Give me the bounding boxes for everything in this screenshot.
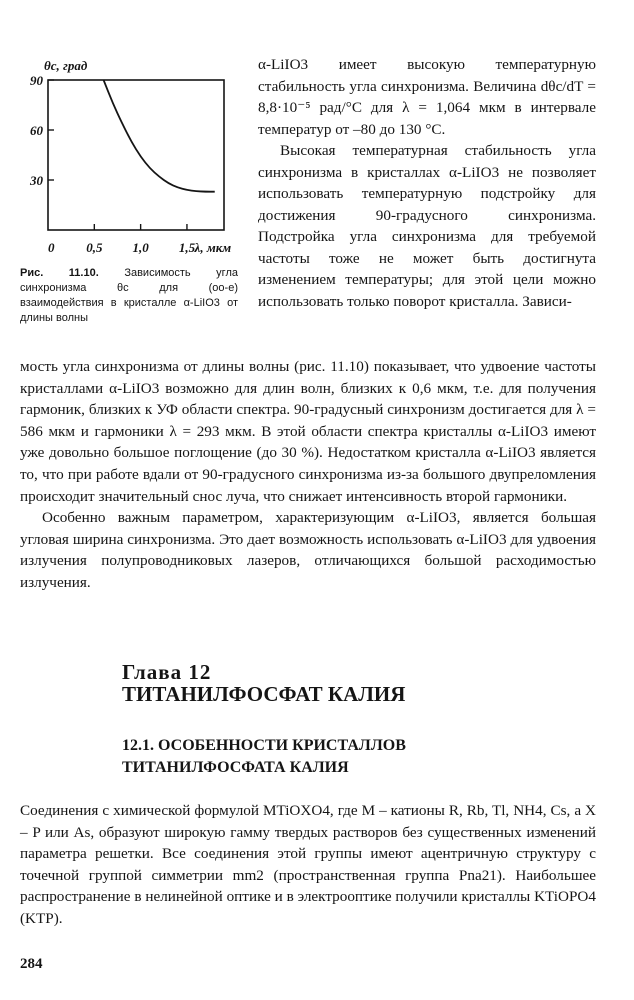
- chapter-label: Глава 12: [122, 660, 212, 684]
- section-title: [122, 735, 562, 779]
- figure-caption-text: Зависимость угла синхронизма θc для (оо-е) взаимодействия в кристалле α-LiIO3 от длины волны: [20, 267, 238, 324]
- y-tick-label: 60: [30, 123, 43, 138]
- y-tick-label: 90: [30, 73, 43, 88]
- section-title-line-2: ТИТАНИЛФОСФАТА КАЛИЯ: [122, 759, 349, 776]
- x-axis-label: λ, мкм: [194, 240, 232, 255]
- chart-theta-vs-lambda: [14, 52, 246, 262]
- theta-curve: [104, 80, 215, 192]
- figure-caption: [20, 266, 238, 326]
- body-text: [20, 356, 596, 594]
- y-axis-label: θc, град: [44, 58, 88, 73]
- page-number: 284: [20, 956, 43, 972]
- side-paragraph-2: Высокая температурная стабильность угла синхронизма в кристаллах α-LiIO3 не позволяет использовать температурную подстройку для достижения 90-градусного синхронизма. Подстройка угла синхронизма для требуемой частоты тоже не может быть достигнута изменением температуры; для этой цели можно использовать только поворот кристалла. Зависи-: [258, 142, 596, 310]
- y-tick-label: 30: [30, 173, 43, 188]
- x-tick-label: 0,5: [86, 240, 103, 255]
- section-title-line-1: 12.1. ОСОБЕННОСТИ КРИСТАЛЛОВ: [122, 737, 406, 754]
- side-paragraph-1: α-LiIO3 имеет высокую температурную стабильность угла синхронизма. Величина dθc/dT = 8,8·10⁻⁵ рад/°С для λ = 1,064 мкм в интервале температур от –80 до 130 °С.: [258, 56, 596, 138]
- chart-frame: [48, 80, 224, 230]
- body-paragraph-1: мость угла синхронизма от длины волны (рис. 11.10) показывает, что удвоение частоты кристаллами α-LiIO3 возможно для длин волн, близких к 0,6 мкм, т.е. для получения гармоник, близких к УФ области спектра. 90-градусный синхронизм достигается для λ = 586 мкм и гармоники λ = 293 мкм. В этой области спектра кристаллы α-LiIO3 имеют уже довольно большое поглощение (до 30 %). Недостатком кристалла α-LiIO3 является то, что при работе вдали от 90-градусного синхронизма из-за большого двупреломления происходит значительный снос луча, что снижает интенсивность второй гармоники.: [20, 358, 596, 505]
- body-paragraph-2: Особенно важным параметром, характеризующим α-LiIO3, является большая угловая ширина синхронизма. Это дает возможность использовать α-LiIO3 для удвоения излучения полупроводниковых лазеров, отличающихся большой расходимостью излучения.: [20, 509, 596, 591]
- x-tick-label: 1,5: [178, 240, 196, 255]
- chapter-title: ТИТАНИЛФОСФАТ КАЛИЯ: [122, 682, 406, 706]
- x-tick-label: 1,0: [132, 240, 149, 255]
- section-body: [20, 800, 596, 930]
- section-paragraph-1: Соединения с химической формулой MTiOXO4, где M – катионы R, Rb, Tl, NH4, Cs, а X – P или As, образуют широкую гамму твердых растворов без существенных изменений параметра решетки. Все соединения этой группы имеют ацентричную структуру с точечной группой симметрии mm2 (пространственная группа Pna21). Наибольшее распространение в нелинейной оптике и в электрооптике получили кристаллы KTiOPO4 (KTP).: [20, 802, 596, 927]
- figure-caption-label: Рис. 11.10.: [20, 267, 99, 279]
- side-text-column: [258, 54, 596, 312]
- x-tick-label: 0: [48, 240, 55, 255]
